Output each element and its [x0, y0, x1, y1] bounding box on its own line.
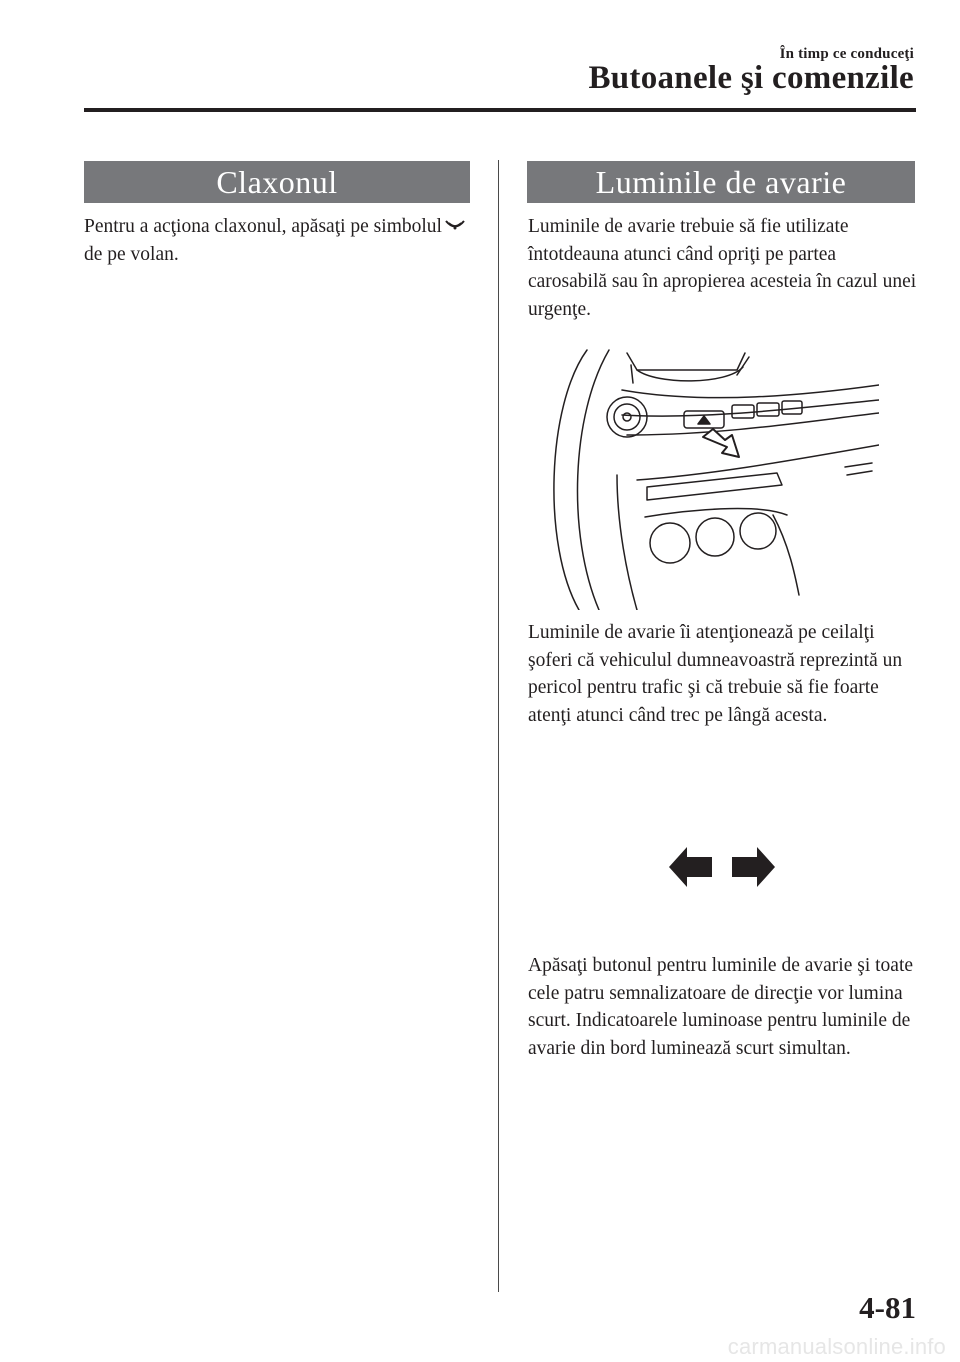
chapter-title: Butoanele şi comenzile [588, 60, 914, 96]
column-divider [498, 160, 499, 1292]
paragraph-lumini-usage: Luminile de avarie trebuie să fie utilizate întotdeauna atunci când opriţi pe partea carosabilă sau în apropierea acesteia în cazul unei urgenţe. [528, 216, 917, 320]
section-heading-lumini: Luminile de avarie [527, 161, 915, 203]
claxon-text-end: de pe volan. [84, 243, 179, 265]
paragraph-claxon [84, 213, 474, 268]
paragraph-lumini-instructions: Apăsaţi butonul pentru luminile de avarie şi toate cele patru semnalizatoare de direcţie vor lumina scurt. Indicatoarele luminoase pentru luminile de avarie din bord luminează scurt simultan. [528, 955, 914, 1059]
watermark: carmanualsonline.info [727, 1334, 946, 1359]
section-heading-claxon: Claxonul [84, 161, 470, 203]
horn-icon [444, 218, 466, 234]
paragraph-lumini-warning: Luminile de avarie îi atenţionează pe ceilalţi şoferi că vehiculul dumneavoastră reprezintă un pericol pentru trafic şi că trebuie să fie foarte atenţi atunci când trec pe lângă acesta. [528, 622, 903, 726]
page-number: 4-81 [859, 1290, 916, 1325]
claxon-text-start: Pentru a acţiona claxonul, apăsaţi pe simbolul [84, 216, 442, 237]
dashboard-hazard-button-illustration [527, 345, 879, 610]
header-rule [84, 108, 916, 112]
turn-signal-arrows-icon [667, 843, 777, 891]
chapter-subtitle: În timp ce conduceţi [779, 46, 914, 62]
